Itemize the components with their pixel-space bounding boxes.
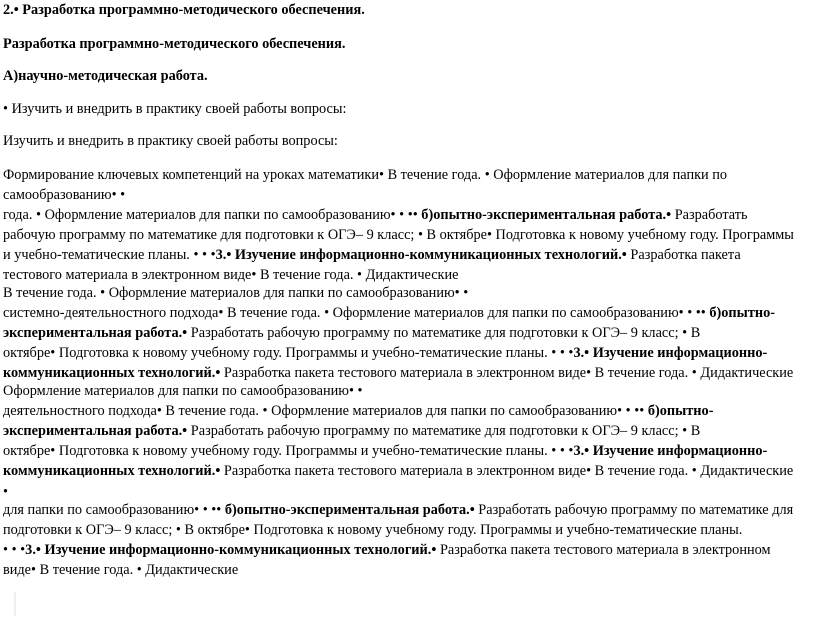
para3-line <box>3 441 811 461</box>
bold-text-run: 3.• Изучение информационно- <box>573 345 768 361</box>
bold-text-run: экспериментальная работа.• <box>3 325 188 341</box>
lone-bullet: • <box>3 484 9 500</box>
text-run: деятельностного подхода• В течение года. • Оформление материалов для папки по самообразованию• • •• <box>3 403 648 419</box>
text-run: подготовки к ОГЭ– 9 класс; • В октябре• Подготовка к новому учебному году. Программы и учебно-тематические планы. <box>3 522 743 538</box>
text-run: тестового материала в электронном виде• В течение года. • Дидактические <box>3 267 459 283</box>
para1-line <box>3 265 811 285</box>
para4-line <box>3 500 811 520</box>
text-run: для папки по самообразованию• • •• <box>3 502 225 518</box>
text-run: Оформление материалов для папки по самообразованию• • <box>3 383 363 399</box>
page-edge-mark <box>14 592 16 616</box>
bold-text-run: коммуникационных технологий.• <box>3 365 221 381</box>
para1-line <box>3 165 811 185</box>
text-run: Разработка пакета тестового материала в электронном виде• В течение года. • Дидактические <box>220 463 794 479</box>
para1-line <box>3 205 811 225</box>
text-run: виде• В течение года. • Дидактические <box>3 562 239 578</box>
bold-text-run: коммуникационных технологий.• <box>3 463 221 479</box>
text-run: Разработка пакета тестового материала в электронном виде• В течение года. • Дидактические <box>220 365 794 381</box>
para1-line <box>3 245 811 265</box>
text-run: Разработать рабочую программу по математике для подготовки к ОГЭ– 9 класс; • В <box>187 423 701 439</box>
paragraph-1 <box>3 165 811 285</box>
study-questions: Изучить и внедрить в практику своей работы вопросы: <box>3 133 338 149</box>
para1-line <box>3 185 811 205</box>
text-run: Разработать <box>671 207 748 223</box>
text-run: года. • Оформление материалов для папки по самообразованию• • •• <box>3 207 422 223</box>
heading-program-support-repeat: Разработка программно-методического обеспечения. <box>3 36 346 52</box>
bold-text-run: 3.• Изучение информационно- <box>573 443 768 459</box>
text-run: Формирование ключевых компетенций на уроках математики• В течение года. • Оформление материалов для папки по <box>3 167 728 183</box>
section-a-title: А)научно-методическая работа. <box>3 68 208 84</box>
para3-line <box>3 421 811 441</box>
para2-line <box>3 343 811 363</box>
bold-text-run: б)опытно- <box>709 305 776 321</box>
text-run: Разработка пакета тестового материала в электронном <box>436 542 771 558</box>
bold-text-run: б)опытно-экспериментальная работа.• <box>421 207 672 223</box>
text-run: и учебно-тематические планы. • • • <box>3 247 216 263</box>
bold-text-run: б)опытно-экспериментальная работа.• <box>224 502 475 518</box>
para4-line <box>3 540 811 560</box>
para2-line <box>3 283 811 303</box>
para3-line <box>3 381 811 401</box>
bold-text-run: 3.• Изучение информационно-коммуникационных технологий.• <box>215 247 627 263</box>
text-run: Разработать рабочую программу по математике для <box>474 502 794 518</box>
text-run: Разработка пакета <box>626 247 741 263</box>
para4-line <box>3 560 811 580</box>
bold-text-run: экспериментальная работа.• <box>3 423 188 439</box>
para2-line <box>3 323 811 343</box>
text-run: рабочую программу по математике для подготовки к ОГЭ– 9 класс; • В октябре• Подготовка к новому учебному году. Программы <box>3 227 794 243</box>
heading-program-support: 2.• Разработка программно-методического обеспечения. <box>3 2 365 18</box>
para3-line <box>3 401 811 421</box>
para2-line <box>3 303 811 323</box>
text-run: октябре• Подготовка к новому учебному году. Программы и учебно-тематические планы. • • • <box>3 443 574 459</box>
paragraph-3 <box>3 381 811 481</box>
bold-text-run: 3.• Изучение информационно-коммуникационных технологий.• <box>25 542 437 558</box>
text-run: системно-деятельностного подхода• В течение года. • Оформление материалов для папки по самообразованию• • •• <box>3 305 710 321</box>
study-questions-bullet: • Изучить и внедрить в практику своей работы вопросы: <box>3 101 347 117</box>
bold-text-run: б)опытно- <box>647 403 714 419</box>
text-run: Разработать рабочую программу по математике для подготовки к ОГЭ– 9 класс; • В <box>187 325 701 341</box>
para1-line <box>3 225 811 245</box>
para4-line <box>3 520 811 540</box>
paragraph-4 <box>3 500 811 580</box>
text-run: В течение года. • Оформление материалов для папки по самообразованию• • <box>3 285 469 301</box>
para3-line <box>3 461 811 481</box>
para2-line <box>3 363 811 383</box>
text-run: октябре• Подготовка к новому учебному году. Программы и учебно-тематические планы. • • • <box>3 345 574 361</box>
text-run: самообразованию• • <box>3 187 126 203</box>
paragraph-2 <box>3 283 811 383</box>
text-run: • • • <box>3 542 26 558</box>
